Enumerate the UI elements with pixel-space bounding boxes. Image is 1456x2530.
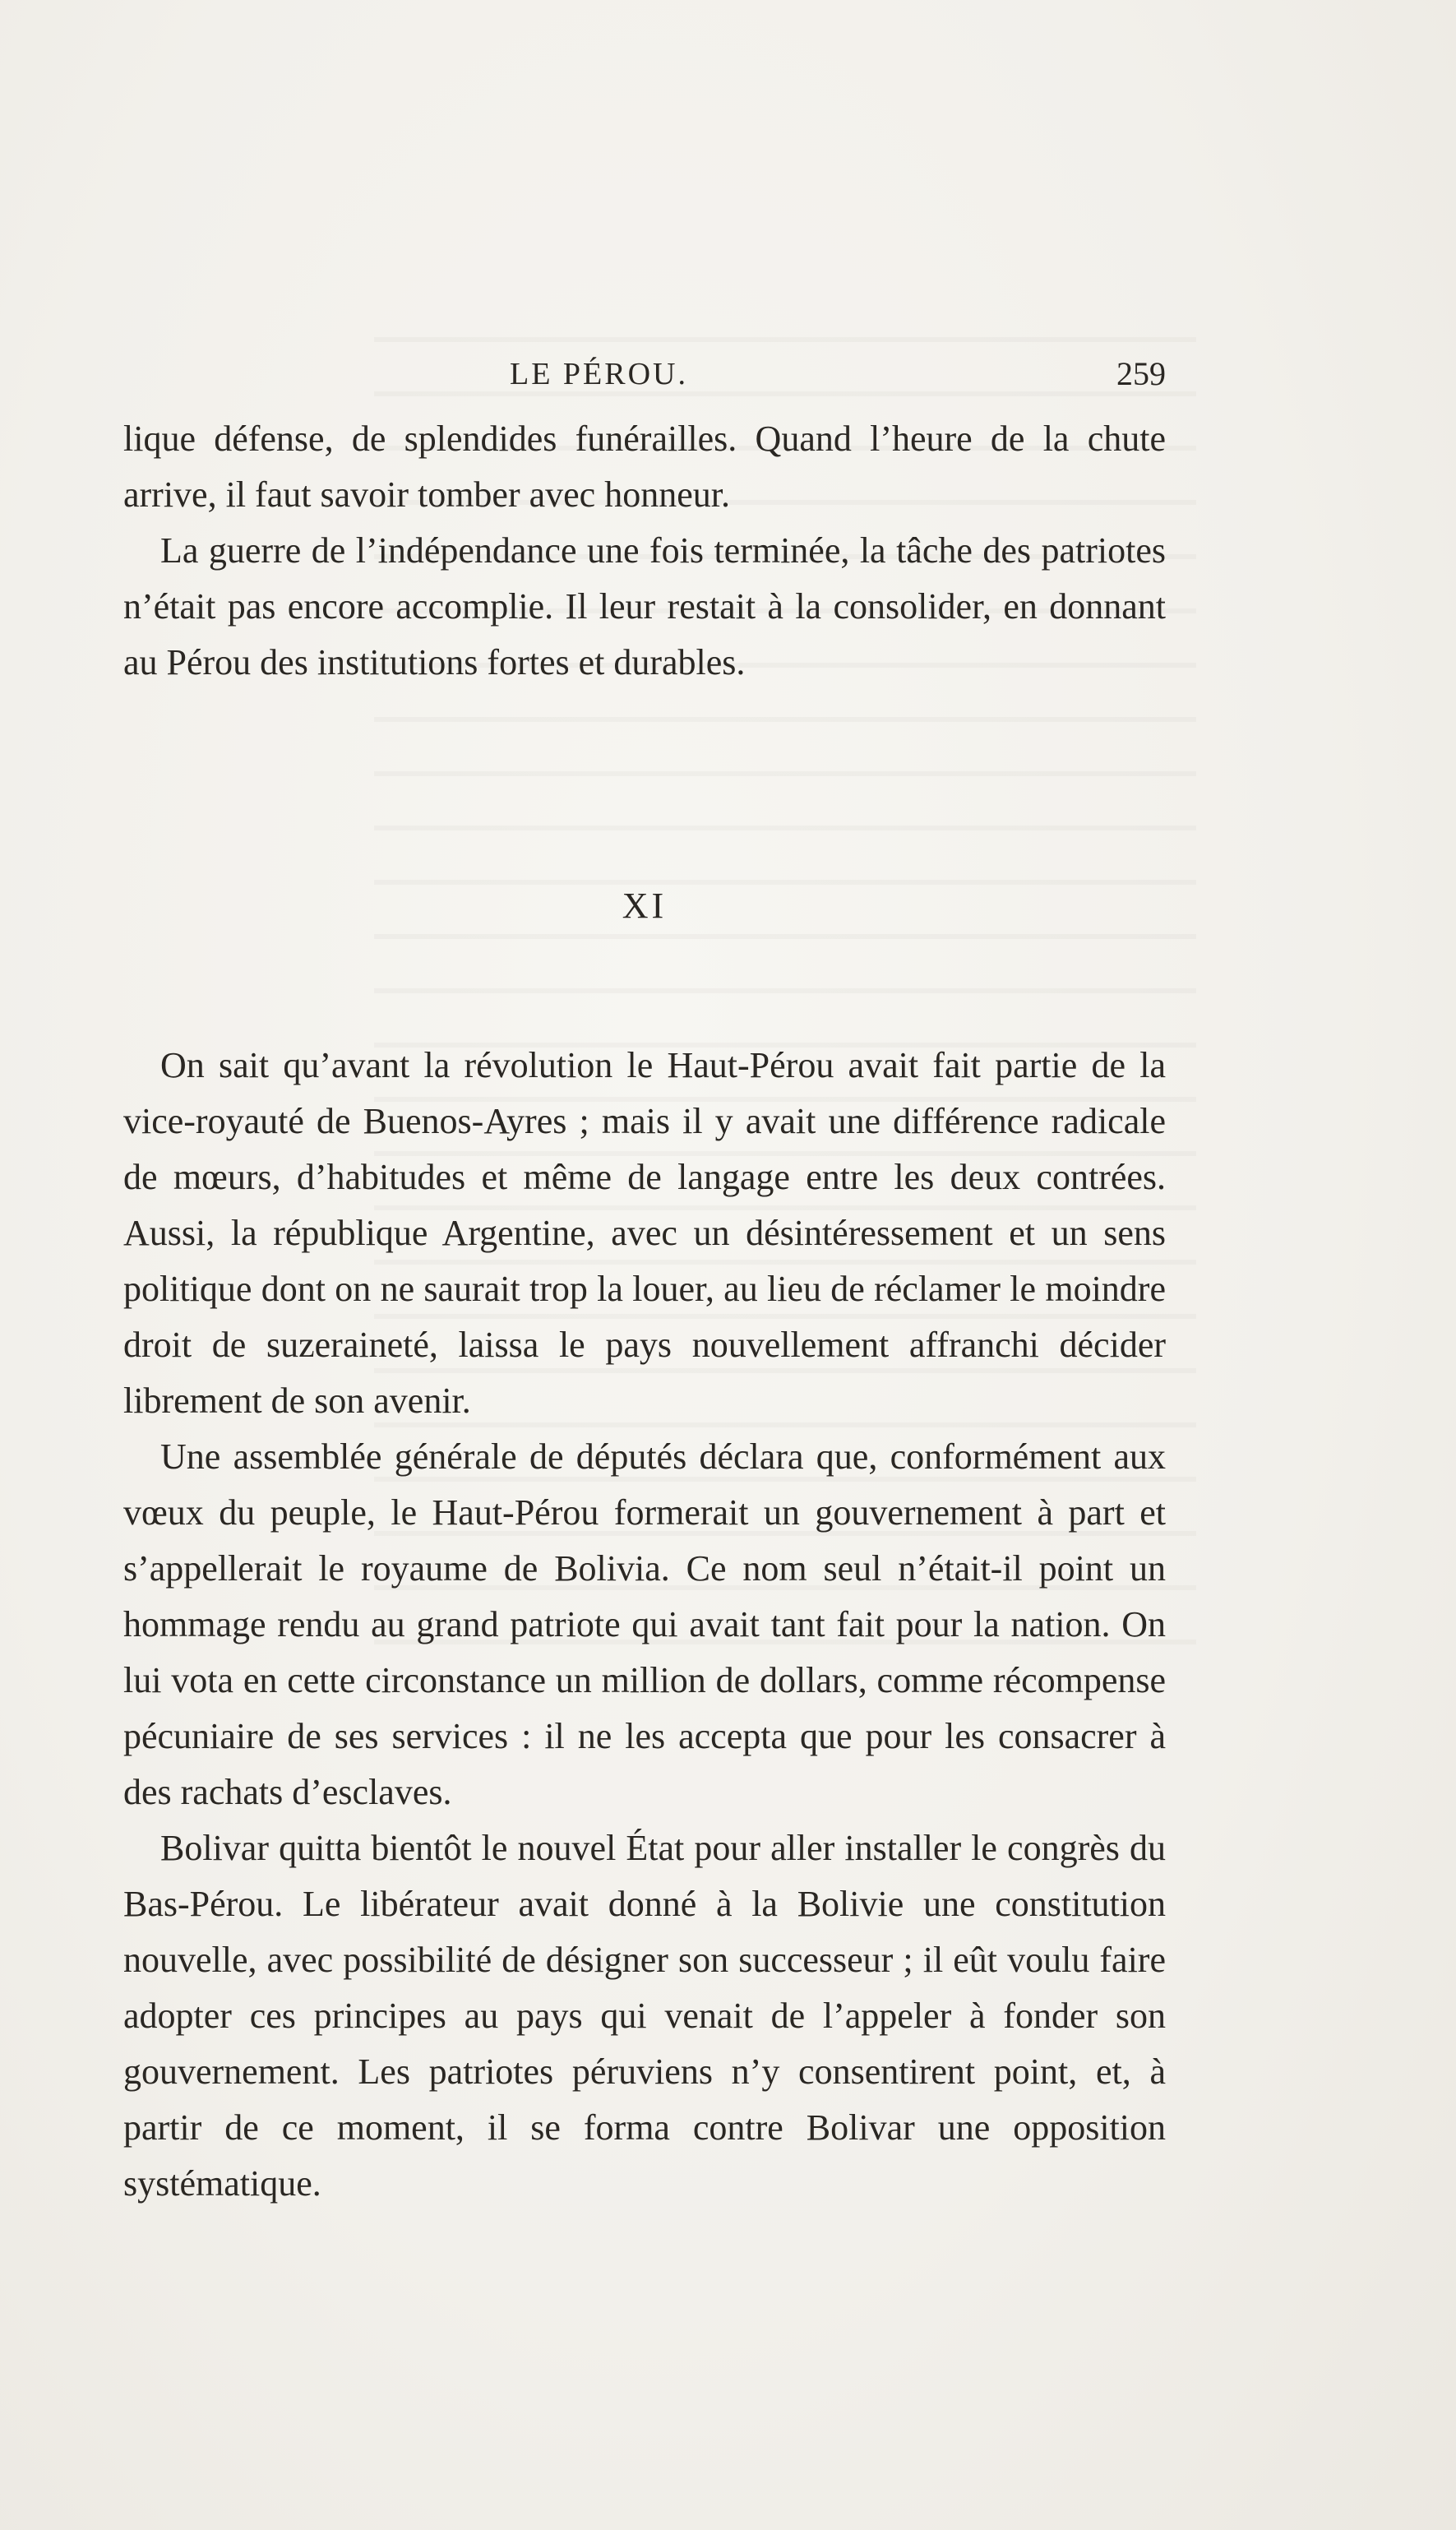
paragraph: La guerre de l’indépendance une fois terminée, la tâche des patriotes n’était pas encore accomplie. Il leur restait à la consolider, en donnant au Pérou des institutions fortes et durables. — [123, 530, 1166, 682]
paragraph: Une assemblée générale de députés déclara que, conformément aux vœux du peuple, le Haut-Pérou formerait un gouvernement à part et s’appellerait le royaume de Bolivia. Ce nom seul n’était-il point un hommage rendu au grand patriote qui avait tant fait pour la nation. On lui vota en cette circonstance un million de dollars, comme récompense pécuniaire de ses services : il ne les accepta que pour les consacrer à des rachats d’esclaves. — [123, 1436, 1166, 1812]
chapter-heading: XI — [622, 886, 668, 926]
page-number: 259 — [1116, 355, 1166, 392]
paragraph-continuation: lique défense, de splendides funérailles. Quand l’heure de la chute arrive, il faut savoir tomber avec honneur. — [123, 419, 1166, 515]
paragraph: Bolivar quitta bientôt le nouvel État pour aller installer le congrès du Bas-Pérou. Le libérateur avait donné à la Bolivie une constitution nouvelle, avec possibilité de désigner son successeur ; il eût voulu faire adopter ces principes au pays qui venait de l’appeler à fonder son gouvernement. Les patriotes péruviens n’y consentirent point, et, à partir de ce moment, il se forma contre Bolivar une opposition systématique. — [123, 1828, 1166, 2204]
paragraph: On sait qu’avant la révolution le Haut-Pérou avait fait partie de la vice-royauté de Buenos-Ayres ; mais il y avait une différence radicale de mœurs, d’habitudes et même de langage entre les deux contrées. Aussi, la république Argentine, avec un désintéressement et un sens politique dont on ne saurait trop la louer, au lieu de réclamer le moindre droit de suzeraineté, laissa le pays nouvellement affranchi décider librement de son avenir. — [123, 1045, 1166, 1421]
running-title: LE PÉROU. — [510, 357, 688, 391]
page-header — [123, 349, 1166, 399]
